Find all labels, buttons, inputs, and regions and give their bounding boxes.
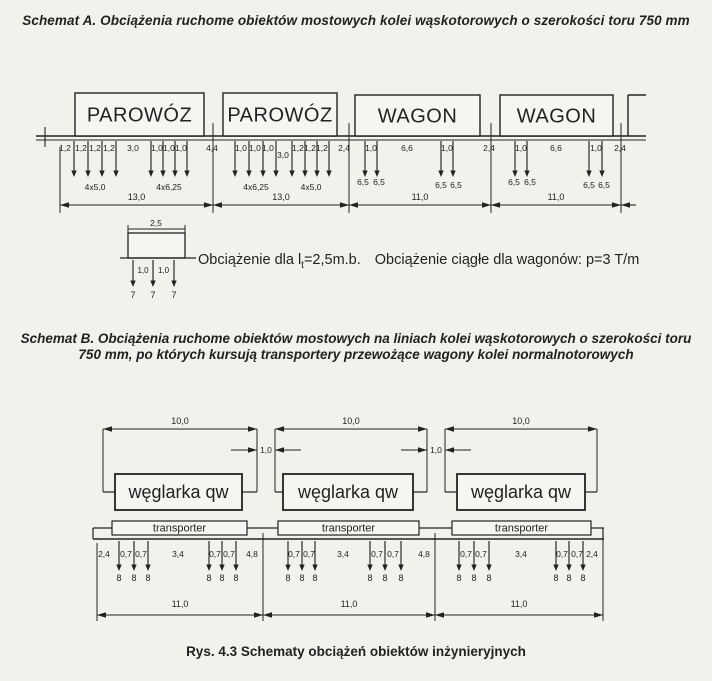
axle-load-arrow: [486, 565, 491, 572]
axle-group-load-label: 4x5,0: [300, 182, 322, 192]
unit-load-value-label: 7: [171, 290, 177, 300]
axle-load-arrow: [586, 171, 591, 178]
axle-spacing-label: 3,4: [172, 549, 184, 559]
axle-load-arrow: [289, 171, 294, 178]
axle-spacing-label: 6,6: [550, 143, 562, 153]
axle-load-arrow: [553, 565, 558, 572]
schemat-a-title: Schemat A. Obciążenia ruchome obiektów mostowych kolei wąskotorowych o szerokości toru 750 mm: [22, 13, 690, 28]
axle-load-arrow: [566, 565, 571, 572]
axle-spacing-label: 4,8: [246, 549, 258, 559]
axle-load-arrow: [326, 171, 331, 178]
overall-length-dim: [588, 426, 597, 431]
schemat-b-title-line1: Schemat B. Obciążenia ruchome obiektów mostowych na liniach kolei wąskotorowych o szerokości toru: [20, 331, 692, 346]
axle-load-label: 8: [145, 573, 151, 583]
vehicle-label: WAGON: [516, 105, 597, 128]
span-dimension-arrow: [60, 202, 69, 207]
wheel-load-label: 6,5: [524, 177, 536, 187]
unit-load-spacing-label: 1,0: [137, 266, 149, 275]
axle-spacing-label: 1,2: [292, 143, 304, 153]
span-dimension-arrow: [97, 612, 106, 617]
axle-load-arrow: [456, 565, 461, 572]
axle-spacing-label: 1,2: [103, 143, 115, 153]
span-length-label: 11,0: [411, 192, 429, 202]
axle-load-arrow: [219, 565, 224, 572]
gap-dimension-arrow: [445, 447, 454, 452]
weglarka-label: węglarka qw: [470, 482, 572, 502]
axle-load-arrow: [233, 565, 238, 572]
wheel-load-label: 6,5: [583, 180, 595, 190]
weglarka-label: węglarka qw: [128, 482, 229, 502]
axle-spacing-label: 0,7: [135, 549, 147, 559]
span-length-label: 11,0: [510, 599, 528, 609]
transporter-label: transporter: [152, 522, 207, 535]
axle-load-label: 8: [367, 573, 373, 583]
unit-load-arrow: [171, 281, 176, 288]
span-dimension-arrow: [340, 202, 349, 207]
wheel-load-label: 6,5: [450, 180, 462, 190]
axle-load-arrow: [116, 565, 121, 572]
axle-spacing-label: 2,4: [586, 549, 598, 559]
axle-load-arrow: [398, 565, 403, 572]
axle-spacing-label: 1,2: [59, 143, 71, 153]
span-dimension-arrow: [612, 202, 621, 207]
axle-load-label: 8: [566, 573, 572, 583]
axle-load-arrow: [145, 565, 150, 572]
unit-load-value-label: 7: [150, 290, 156, 300]
axle-load-arrow: [160, 171, 165, 178]
axle-spacing-label: 3,0: [127, 143, 139, 153]
axle-load-label: 8: [312, 573, 318, 583]
axle-load-arrow: [172, 171, 177, 178]
axle-spacing-label: 1,0: [249, 143, 261, 153]
axle-load-arrow: [438, 171, 443, 178]
axle-load-arrow: [299, 565, 304, 572]
span-dimension-arrow: [254, 612, 263, 617]
span-length-label: 11,0: [171, 599, 189, 609]
axle-spacing-label: 1,0: [441, 143, 453, 153]
transporter-label: transporter: [321, 522, 376, 535]
axle-load-label: 8: [299, 573, 305, 583]
axle-spacing-label: 1,2: [304, 143, 316, 153]
unit-load-spacing-label: 1,0: [157, 266, 170, 275]
axle-spacing-label: 3,4: [515, 549, 527, 559]
gap-dimension-arrow: [248, 447, 257, 452]
transporter-label: transporter: [494, 522, 549, 535]
axle-spacing-label: 0,7: [288, 549, 300, 559]
gap-dimension-label: 1,0: [260, 445, 272, 455]
span-dimension-arrow: [204, 202, 213, 207]
axle-spacing-label: 0,7: [120, 549, 132, 559]
axle-spacing-label: 0,7: [556, 549, 568, 559]
overall-length-label: 10,0: [342, 416, 360, 426]
overall-length-label: 10,0: [512, 416, 530, 426]
axle-group-load-label: 4x5,0: [84, 182, 106, 192]
overall-length-dim: [445, 426, 454, 431]
axle-load-arrow: [71, 171, 76, 178]
unit-load-arrow: [150, 281, 155, 288]
axle-load-label: 8: [233, 573, 239, 583]
gap-dimension-arrow: [275, 447, 284, 452]
axle-load-arrow: [131, 565, 136, 572]
axle-load-label: 8: [553, 573, 559, 583]
axle-load-arrow: [312, 565, 317, 572]
axle-spacing-label: 0,7: [387, 549, 399, 559]
unit-load-value-label: 7: [130, 290, 136, 300]
axle-spacing-label: 1,0: [151, 143, 163, 153]
figure-caption: Rys. 4.3 Schematy obciążeń obiektów inżynieryjnych: [186, 644, 526, 659]
axle-load-arrow: [367, 565, 372, 572]
weglarka-label: węglarka qw: [297, 482, 399, 502]
overall-length-label: 10,0: [171, 416, 189, 426]
axle-spacing-label: 1,0: [590, 143, 602, 153]
axle-load-label: 8: [382, 573, 388, 583]
span-dimension-arrow: [491, 202, 500, 207]
gap-dimension-arrow: [418, 447, 427, 452]
axle-load-arrow: [273, 171, 278, 178]
axle-spacing-label: 0,7: [371, 549, 383, 559]
overall-length-dim: [103, 426, 112, 431]
axle-load-arrow: [580, 565, 585, 572]
axle-spacing-label: 1,0: [515, 143, 527, 153]
vehicle-label: PAROWÓZ: [227, 104, 333, 127]
wheel-load-label: 6,5: [435, 180, 447, 190]
unit-load-box: [128, 233, 185, 258]
span-dimension-arrow: [435, 612, 444, 617]
span-dimension-arrow: [482, 202, 491, 207]
axle-spacing-label: 3,4: [337, 549, 349, 559]
axle-load-arrow: [382, 565, 387, 572]
axle-spacing-label: 1,2: [75, 143, 87, 153]
vehicle-label: PAROWÓZ: [86, 104, 193, 127]
axle-load-label: 8: [219, 573, 225, 583]
axle-spacing-label: 0,7: [223, 549, 235, 559]
axle-spacing-label: 0,7: [475, 549, 487, 559]
axle-load-arrow: [85, 171, 90, 178]
axle-load-label: 8: [116, 573, 122, 583]
unit-load-width-label: 2,5: [150, 218, 162, 228]
schemat-b-title-line2: 750 mm, po których kursują transportery przewożące wagony kolei normalnotorowych: [78, 346, 634, 362]
axle-load-arrow: [184, 171, 189, 178]
axle-load-arrow: [206, 565, 211, 572]
vehicle-label: WAGON: [377, 105, 458, 128]
axle-load-arrow: [148, 171, 153, 178]
axle-load-arrow: [599, 171, 604, 178]
axle-spacing-label: 0,7: [571, 549, 583, 559]
unit-load-note-cont: Obciążenie ciągłe dla wagonów: p=3 T/m: [374, 252, 640, 268]
gap-dimension-label: 1,0: [430, 445, 442, 455]
unit-load-arrow: [130, 281, 135, 288]
span-length-label: 11,0: [547, 192, 565, 202]
axle-spacing-label: 2,4: [338, 143, 350, 153]
unit-load-note-sub: t: [301, 259, 304, 271]
axle-spacing-label: 0,7: [460, 549, 472, 559]
axle-spacing-label: 1,0: [365, 143, 377, 153]
overall-length-dim: [248, 426, 257, 431]
overall-length-dim: [418, 426, 427, 431]
axle-spacing-label: 4,8: [418, 549, 430, 559]
axle-spacing-label: 1,0: [262, 143, 274, 153]
axle-load-label: 8: [398, 573, 404, 583]
axle-load-arrow: [232, 171, 237, 178]
axle-load-label: 8: [471, 573, 477, 583]
axle-load-arrow: [99, 171, 104, 178]
axle-load-arrow: [246, 171, 251, 178]
span-dimension-arrow: [426, 612, 435, 617]
axle-load-label: 8: [486, 573, 492, 583]
span-length-label: 13,0: [127, 192, 146, 202]
axle-load-arrow: [285, 565, 290, 572]
overall-length-dim: [275, 426, 284, 431]
tail-dimension: [621, 202, 630, 207]
axle-spacing-label: 1,0: [235, 143, 247, 153]
axle-spacing-label: 0,7: [303, 549, 315, 559]
axle-spacing-label: 1,2: [89, 143, 101, 153]
axle-spacing-label: 1,0: [175, 143, 187, 153]
wheel-load-label: 6,5: [373, 177, 385, 187]
axle-load-arrow: [471, 565, 476, 572]
axle-load-arrow: [302, 171, 307, 178]
axle-spacing-label: 3,0: [277, 150, 289, 160]
axle-spacing-label: 1,2: [316, 143, 328, 153]
axle-spacing-label: 2,4: [614, 143, 626, 153]
span-dimension-arrow: [349, 202, 358, 207]
axle-group-load-label: 4x6,25: [243, 182, 269, 192]
unit-load-note-lead: Obciążenie dla l: [198, 252, 302, 268]
axle-load-label: 8: [456, 573, 462, 583]
wheel-load-label: 6,5: [508, 177, 520, 187]
axle-load-arrow: [113, 171, 118, 178]
axle-load-label: 8: [131, 573, 137, 583]
axle-load-arrow: [314, 171, 319, 178]
axle-spacing-label: 4,4: [206, 143, 218, 153]
axle-spacing-label: 0,7: [209, 549, 221, 559]
axle-spacing-label: 1,0: [163, 143, 175, 153]
axle-group-load-label: 4x6,25: [156, 182, 182, 192]
wheel-load-label: 6,5: [598, 180, 610, 190]
wheel-load-label: 6,5: [357, 177, 369, 187]
axle-load-label: 8: [285, 573, 291, 583]
axle-spacing-label: 6,6: [401, 143, 413, 153]
span-length-label: 11,0: [340, 599, 358, 609]
axle-spacing-label: 2,4: [483, 143, 495, 153]
axle-load-label: 8: [206, 573, 212, 583]
span-length-label: 13,0: [272, 192, 290, 202]
unit-load-note-eq: =2,5m.b.: [303, 252, 361, 268]
axle-load-arrow: [260, 171, 265, 178]
span-dimension-arrow: [213, 202, 222, 207]
axle-load-label: 8: [580, 573, 586, 583]
span-dimension-arrow: [594, 612, 603, 617]
axle-spacing-label: 2,4: [98, 549, 110, 559]
axle-load-arrow: [450, 171, 455, 178]
span-dimension-arrow: [263, 612, 272, 617]
